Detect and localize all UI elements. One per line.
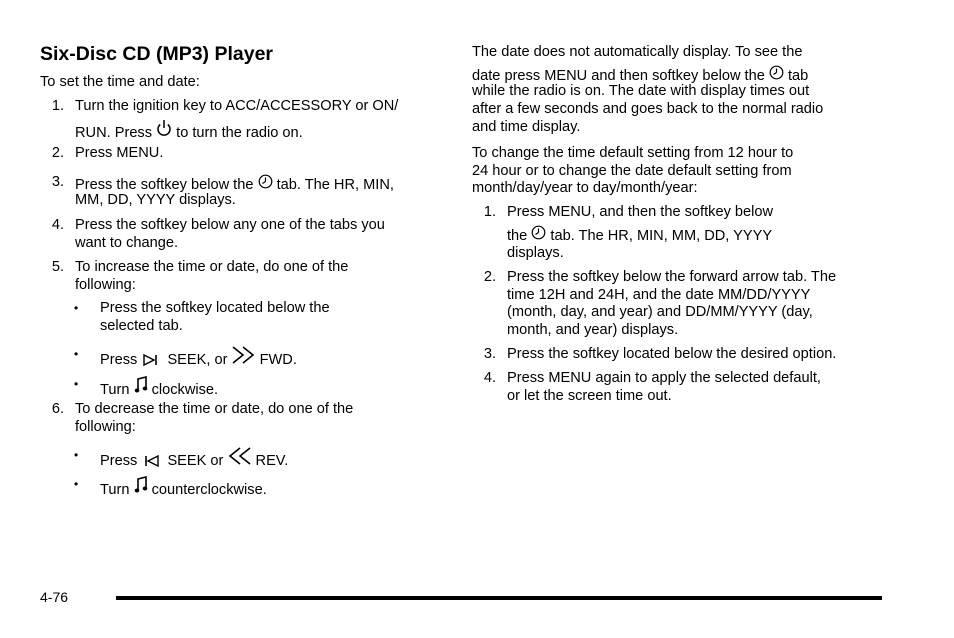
bullet-icon: • [74,448,79,462]
power-icon [156,119,172,137]
clock-icon [258,174,273,189]
fast-forward-icon [232,346,256,364]
intro-text: To set the time and date: [40,74,200,90]
tune-knob-icon [134,376,148,394]
seek-prev-icon [143,455,159,467]
tune-knob-icon [134,476,148,494]
bullet-icon: • [74,477,79,491]
page-number: 4-76 [40,589,69,605]
bullet-icon: • [74,377,79,391]
section-heading: Six-Disc CD (MP3) Player [40,43,274,65]
clock-icon [531,225,546,240]
seek-next-icon [143,354,159,366]
rewind-icon [227,447,251,465]
bullet-icon: • [74,347,79,361]
bullet-icon: • [74,301,79,315]
clock-icon [769,65,784,80]
footer-rule [116,596,882,600]
